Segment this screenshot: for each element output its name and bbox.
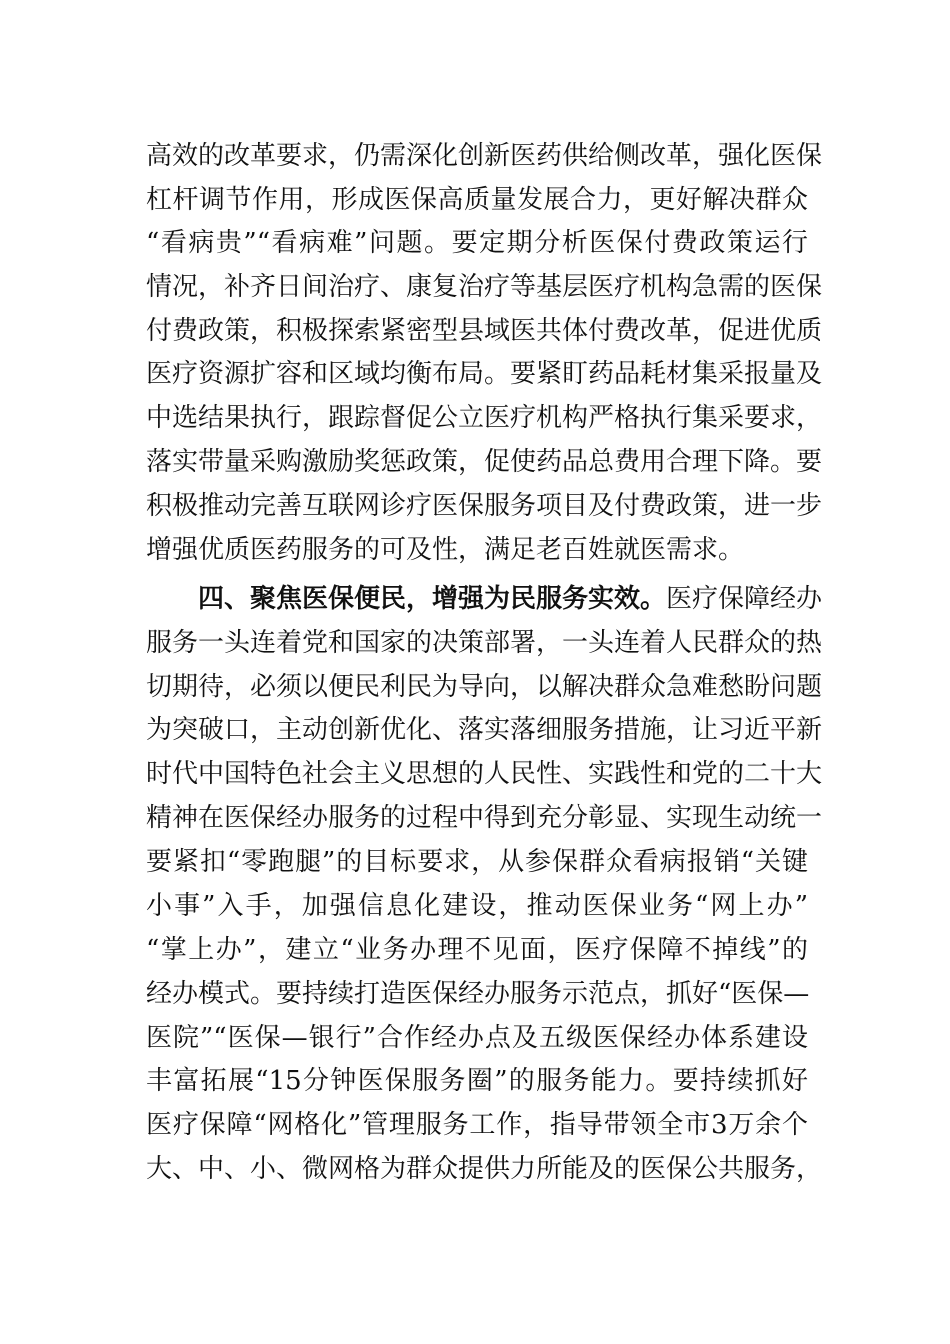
section-line: 时代中国特色社会主义思想的人民性、实践性和党的二十大 — [146, 759, 823, 789]
paragraph-line: 落实带量采购激励奖惩政策，促使药品总费用合理下降。要 — [146, 447, 823, 477]
section-line: 医院”“医保—银行”合作经办点及五级医保经办体系建设 — [146, 1023, 808, 1053]
paragraph-line: 高效的改革要求，仍需深化创新医药供给侧改革，强化医保 — [146, 141, 823, 171]
section-line: 医疗保障“网格化”管理服务工作，指导带领全市3万余个 — [146, 1110, 808, 1140]
paragraph-line: 积极推动完善互联网诊疗医保服务项目及付费政策，进一步 — [146, 491, 823, 521]
paragraph-line: 医疗资源扩容和区域均衡布局。要紧盯药品耗材集采报量及 — [146, 359, 823, 389]
section-line: 服务一头连着党和国家的决策部署，一头连着人民群众的热 — [146, 628, 823, 658]
paragraph-line: “看病贵”“看病难”问题。要定期分析医保付费政策运行 — [146, 228, 808, 258]
section-first-line-text: 医疗保障经办 — [666, 584, 823, 614]
section-line: “掌上办”，建立“业务办理不见面，医疗保障不掉线”的 — [146, 935, 808, 965]
section-line: 大、中、小、微网格为群众提供力所能及的医保公共服务， — [146, 1154, 823, 1184]
paragraph-line: 杠杆调节作用，形成医保高质量发展合力，更好解决群众 — [146, 185, 808, 215]
section-first-line — [198, 579, 823, 619]
section-heading: 四、聚焦医保便民，增强为民服务实效。 — [198, 584, 667, 614]
section-line: 丰富拓展“15分钟医保服务圈”的服务能力。要持续抓好 — [146, 1066, 808, 1096]
section-line: 精神在医保经办服务的过程中得到充分彰显、实现生动统一 — [146, 803, 823, 833]
paragraph-line: 付费政策，积极探索紧密型县域医共体付费改革，促进优质 — [146, 316, 823, 346]
paragraph-line: 情况，补齐日间治疗、康复治疗等基层医疗机构急需的医保 — [146, 272, 823, 302]
section-line: 切期待，必须以便民利民为导向，以解决群众急难愁盼问题 — [146, 672, 823, 702]
section-line: 小事”入手，加强信息化建设，推动医保业务“网上办” — [146, 891, 808, 921]
section-line: 要紧扣“零跑腿”的目标要求，从参保群众看病报销“关键 — [146, 847, 808, 877]
paragraph-line: 增强优质医药服务的可及性，满足老百姓就医需求。 — [146, 535, 745, 565]
paragraph-line: 中选结果执行，跟踪督促公立医疗机构严格执行集采要求， — [146, 403, 823, 433]
section-line: 为突破口，主动创新优化、落实落细服务措施，让习近平新 — [146, 715, 823, 745]
section-line: 经办模式。要持续打造医保经办服务示范点，抓好“医保— — [146, 979, 810, 1009]
